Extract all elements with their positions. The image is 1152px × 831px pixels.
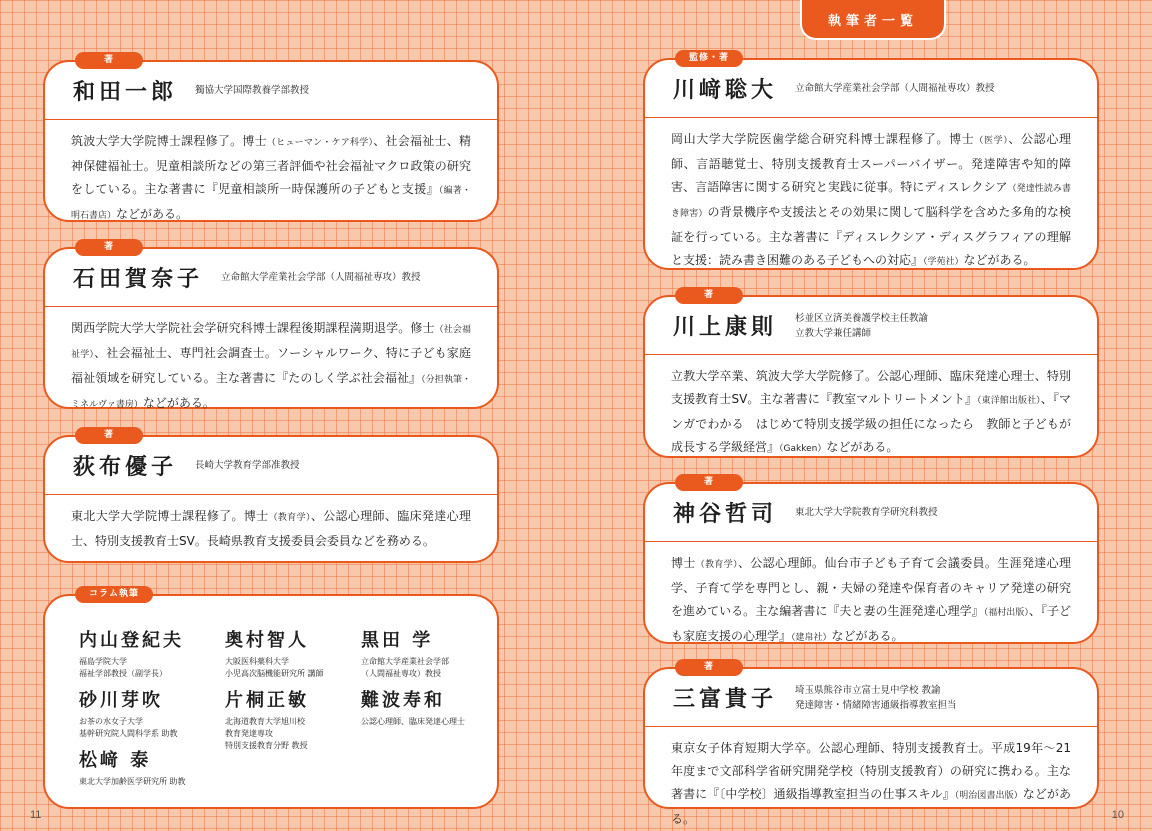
column-writer-name: 松﨑 泰: [79, 750, 152, 771]
role-badge: 監修・著: [675, 50, 743, 67]
column-writer: [361, 686, 465, 728]
author-bio: 東京女子体育短期大学卒。公認心理師、特別支援教育士。平成19年〜21年度まで文部科学省研究開発学校（特別支援教育）の研究に携わる。主な著書に『〔中学校〕通級指導教室担当の仕事スキル』（明治図書出版）などがある。: [671, 741, 1071, 826]
column-writer-affiliation: 北海道教育大学旭川校 教育発達専攻 特別支援教育分野 教授: [225, 717, 308, 750]
role-badge: 著: [675, 287, 743, 304]
author-name: 神谷哲司: [673, 502, 778, 527]
column-writer-affiliation: 公認心理師、臨床発達心理士: [361, 717, 465, 726]
author-name: 三富貴子: [673, 687, 778, 712]
role-badge: コラム執筆: [75, 586, 153, 603]
author-name: 和田一郎: [73, 80, 178, 105]
column-writer-affiliation: 東北大学加齢医学研究所 助教: [79, 777, 186, 786]
author-name: 川﨑聡大: [673, 78, 778, 103]
column-writer-affiliation: 大阪医科薬科大学 小児高次脳機能研究所 講師: [225, 657, 324, 678]
author-card-header: [645, 484, 1097, 542]
column-writer: [225, 626, 324, 680]
author-card: [643, 482, 1099, 644]
column-writer-affiliation: お茶の水女子大学 基幹研究院人間科学系 助教: [79, 717, 178, 738]
author-card-header: [645, 669, 1097, 727]
author-bio: 筑波大学大学院博士課程修了。博士（ヒューマン・ケア科学）、社会福祉士、精神保健福祉士。児童相談所などの第三者評価や社会福祉マクロ政策の研究をしている。主な著書に『児童相談所一時保護所の子どもと支援』（編著・明石書店）などがある。: [71, 134, 471, 221]
author-name: 川上康則: [673, 315, 778, 340]
author-affiliation: 立命館大学産業社会学部（人間福祉専攻）教授: [795, 83, 995, 94]
author-card-header: [645, 60, 1097, 118]
column-writer: [79, 686, 178, 740]
column-writer-name: 奥村智人: [225, 630, 309, 651]
author-bio: 岡山大学大学院医歯学総合研究科博士課程修了。博士（医学）、公認心理師、言語聴覚士、特別支援教育士スーパーバイザー。発達障害や知的障害、言語障害に関する研究と実践に従事。特にディスレクシア（発達性読み書き障害）の背景機序や支援法とその効果に関して脳科学を含めた多角的な検証を行っている。主な著書に『ディスレクシア・ディスグラフィアの理解と支援：読み書き困難のある子どもへの対応』（学苑社）などがある。: [671, 132, 1071, 267]
page-number-left: 11: [30, 809, 42, 821]
column-writer: [361, 626, 449, 680]
page-number-right: 10: [1111, 809, 1124, 821]
author-card-header: [45, 62, 497, 120]
author-card: [643, 295, 1099, 458]
author-card: [643, 58, 1099, 270]
role-badge: 著: [75, 239, 143, 256]
column-writer-name: 片桐正敏: [225, 690, 309, 711]
author-affiliation: 獨協大学国際教養学部教授: [195, 85, 310, 96]
author-affiliation: 埼玉県熊谷市立富士見中学校 教諭 発達障害・情緒障害通級指導教室担当: [795, 684, 957, 711]
author-name: 荻布優子: [73, 455, 178, 480]
author-bio: 博士（教育学）、公認心理師。仙台市子ども子育て会議委員。生涯発達心理学、子育て学を専門とし、親・夫婦の発達や保育者のキャリア発達の研究を進めている。主な編著書に『夫と妻の生涯発達心理学』（福村出版）、『子ども家庭支援の心理学』（建帛社）などがある。: [671, 556, 1071, 643]
author-bio: 立教大学卒業、筑波大学大学院修了。公認心理師、臨床発達心理士、特別支援教育士SV。主な著書に『教室マルトリートメント』（東洋館出版社）、『マンガでわかる はじめて特別支援学級の担任になったら 教師と子どもが成長する学級経営』（Gakken）などがある。: [671, 369, 1071, 454]
author-card-header: [645, 297, 1097, 355]
author-affiliation: 長崎大学教育学部准教授: [195, 460, 300, 471]
author-card: [43, 247, 499, 409]
author-card: [643, 667, 1099, 826]
role-badge: 著: [675, 659, 743, 676]
author-card: [43, 435, 499, 563]
author-affiliation: 立命館大学産業社会学部（人間福祉専攻）教授: [221, 272, 421, 283]
column-writer: [79, 626, 184, 680]
author-card: [43, 60, 499, 222]
role-badge: 著: [675, 474, 743, 491]
page-title: 執筆者一覧: [800, 0, 946, 40]
column-writer-name: 内山登紀夫: [79, 630, 184, 651]
author-card-header: [45, 437, 497, 495]
column-writer: [79, 746, 186, 788]
author-bio: 東北大学大学院博士課程修了。博士（教育学）、公認心理師、臨床発達心理士、特別支援教育士SV。長崎県教育支援委員会委員などを務める。: [71, 509, 471, 548]
column-writers-card: [43, 594, 499, 809]
column-writer: [225, 686, 309, 752]
column-writer-name: 難波寿和: [361, 690, 445, 711]
column-writer-name: 黒田 学: [361, 630, 434, 651]
column-writer-affiliation: 福島学院大学 福祉学部教授（副学長）: [79, 657, 167, 678]
author-affiliation: 東北大学大学院教育学研究科教授: [795, 507, 938, 518]
role-badge: 著: [75, 427, 143, 444]
author-card-header: [45, 249, 497, 307]
column-writer-affiliation: 立命館大学産業社会学部 （人間福祉専攻）教授: [361, 657, 449, 678]
author-affiliation: 杉並区立済美養護学校主任教諭 立教大学兼任講師: [795, 312, 929, 339]
author-name: 石田賀奈子: [73, 267, 204, 292]
author-bio: 関西学院大学大学院社会学研究科博士課程後期課程満期退学。修士（社会福祉学）、社会福祉士、専門社会調査士。ソーシャルワーク、特に子ども家庭福祉領域を研究している。主な著書に『たのしく学ぶ社会福祉』（分担執筆・ミネルヴァ書房）などがある。: [71, 321, 471, 410]
role-badge: 著: [75, 52, 143, 69]
column-writer-name: 砂川芽吹: [79, 690, 163, 711]
